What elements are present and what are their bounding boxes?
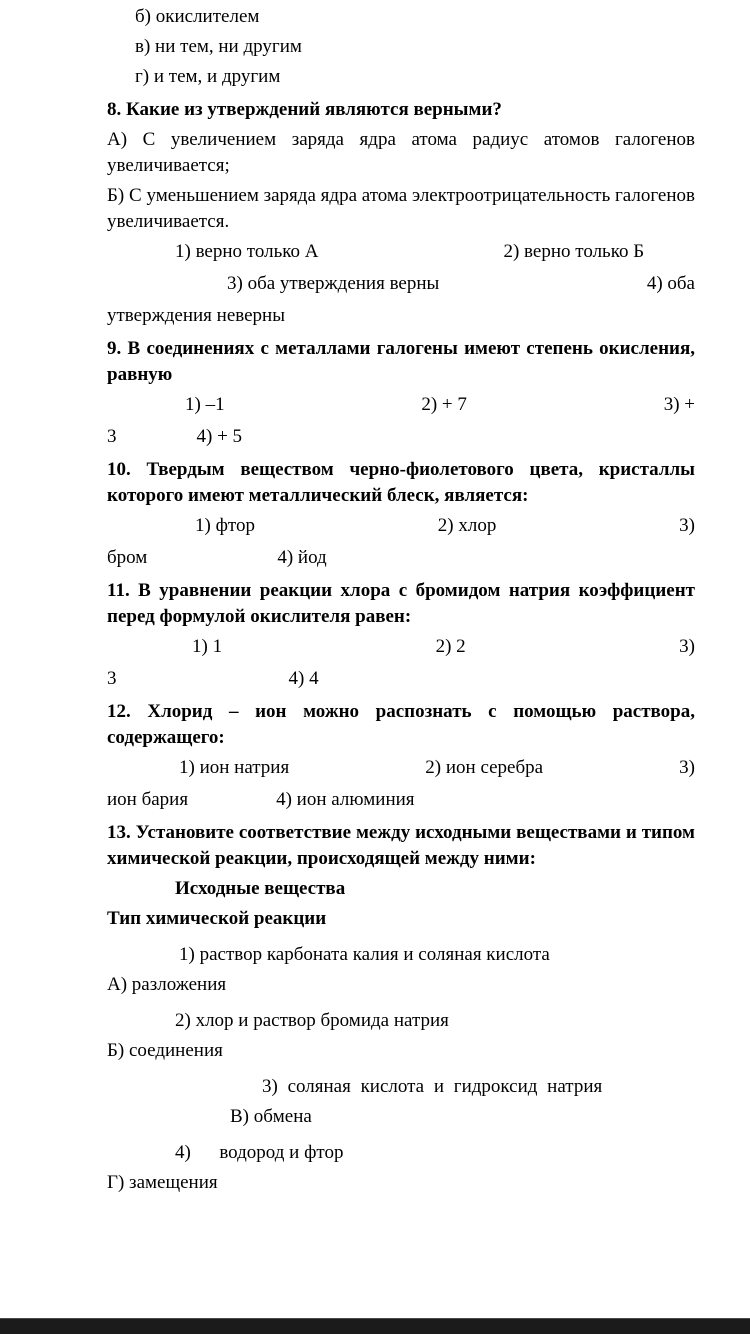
q8-option-2: 2) верно только Б	[503, 241, 645, 262]
question-10-title: 10. Твердым веществом черно-фиолетового цвета, кристаллы которого имеют металлический блеск, является:	[107, 459, 695, 506]
question-13-title: 13. Установите соответствие между исходными веществами и типом химической реакции, происходящей между ними:	[107, 822, 695, 869]
q9-option-3-start: 3) +	[663, 394, 695, 415]
q9-option-4: 4) + 5	[196, 426, 243, 447]
q13-answer-g: Г) замещения	[107, 1172, 218, 1193]
q8-option-4-start: 4) оба	[646, 273, 695, 294]
q8-options-row-1	[107, 239, 695, 265]
bottom-bar	[0, 1318, 750, 1334]
q8-options-row-2	[107, 271, 695, 297]
q9-options-row-1	[107, 392, 695, 418]
q13-item-1: 1) раствор карбоната калия и соляная кислота	[179, 944, 550, 965]
q11-options-row-2	[107, 666, 695, 692]
intro-option-b: б) окислителем	[135, 6, 260, 27]
q13-item-4: 4) водород и фтор	[175, 1142, 344, 1163]
q13-item-3: 3) соляная кислота и гидроксид натрия	[262, 1076, 603, 1097]
q9-option-2: 2) + 7	[421, 394, 467, 415]
q9-option-3-wrap: 3	[107, 426, 117, 447]
q13-answer-b: Б) соединения	[107, 1040, 223, 1061]
q8-option-1: 1) верно только А	[175, 241, 319, 262]
q12-option-1: 1) ион натрия	[179, 757, 290, 778]
q10-option-1: 1) фтор	[195, 515, 255, 536]
intro-option-g: г) и тем, и другим	[135, 66, 281, 87]
q11-option-3-start: 3)	[679, 636, 695, 657]
question-9-title: 9. В соединениях с металлами галогены имеют степень окисления, равную	[107, 338, 695, 385]
q10-option-3-wrap: бром	[107, 547, 148, 568]
q12-options-row-2	[107, 787, 695, 813]
q11-option-3-wrap: 3	[107, 668, 117, 689]
q12-options-row-1	[107, 755, 695, 781]
q10-options-row-1	[107, 513, 695, 539]
q12-option-3-wrap: ион бария	[107, 789, 189, 810]
q12-option-2: 2) ион серебра	[425, 757, 544, 778]
q11-option-2: 2) 2	[435, 636, 466, 657]
q10-options-row-2	[107, 545, 695, 571]
q13-answer-a: А) разложения	[107, 974, 227, 995]
question-11-title: 11. В уравнении реакции хлора с бромидом натрия коэффициент перед формулой окислителя равен:	[107, 580, 695, 627]
intro-option-v: в) ни тем, ни другим	[135, 36, 302, 57]
q13-column-header-substances: Исходные вещества	[175, 878, 346, 899]
question-12-title: 12. Хлорид – ион можно распознать с помощью раствора, содержащего:	[107, 701, 695, 748]
q10-option-3-start: 3)	[679, 515, 695, 536]
q13-column-header-reaction-type: Тип химической реакции	[107, 908, 327, 929]
q11-option-4: 4) 4	[288, 668, 319, 689]
q11-option-1: 1) 1	[192, 636, 223, 657]
q11-options-row-1	[107, 634, 695, 660]
q12-option-4: 4) ион алюминия	[276, 789, 415, 810]
q8-statement-b: Б) С уменьшением заряда ядра атома электроотрицательность галогенов увеличивается.	[107, 185, 695, 232]
q13-item-2: 2) хлор и раствор бромида натрия	[175, 1010, 449, 1031]
q10-option-4: 4) йод	[277, 547, 327, 568]
q10-option-2: 2) хлор	[437, 515, 497, 536]
q9-option-1: 1) –1	[185, 394, 225, 415]
q12-option-3-start: 3)	[679, 757, 695, 778]
q9-options-row-2	[107, 424, 695, 450]
q8-option-3: 3) оба утверждения верны	[227, 273, 440, 294]
q8-statement-a: А) С увеличением заряда ядра атома радиус атомов галогенов увеличивается;	[107, 129, 695, 176]
question-8-title: 8. Какие из утверждений являются верными?	[107, 99, 502, 120]
q13-answer-v: В) обмена	[230, 1106, 312, 1127]
q8-option-4-wrap: утверждения неверны	[107, 305, 285, 326]
